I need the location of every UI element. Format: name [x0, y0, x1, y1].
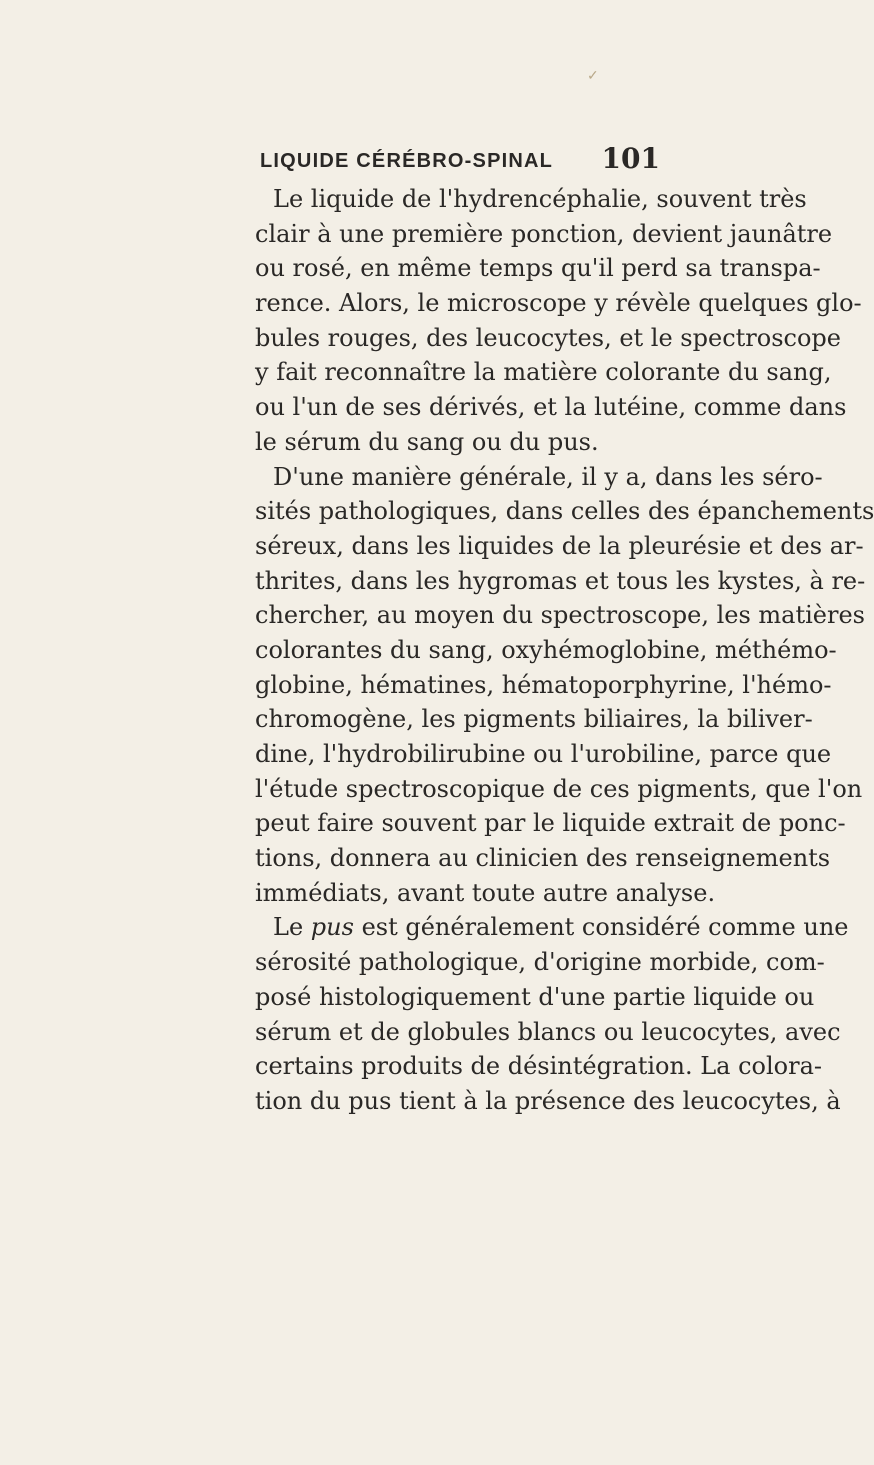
- text-line: sités pathologiques, dans celles des épanchements: [255, 497, 874, 526]
- text-line: sérosité pathologique, d'origine morbide, com-: [255, 948, 825, 977]
- text-line: ou rosé, en même temps qu'il perd sa transpa-: [255, 254, 821, 283]
- body-text: [255, 182, 874, 1119]
- text-line: y fait reconnaître la matière colorante du sang,: [255, 358, 832, 387]
- text-line: clair à une première ponction, devient jaunâtre: [255, 219, 833, 248]
- page-number: 101: [601, 142, 660, 175]
- text-line: immédiats, avant toute autre analyse.: [255, 878, 716, 907]
- text-line: certains produits de désintégration. La colora-: [255, 1052, 822, 1081]
- italic-term: pus: [310, 913, 354, 942]
- text-line: bules rouges, des leucocytes, et le spectroscope: [255, 323, 841, 352]
- text-line: rence. Alors, le microscope y révèle quelques glo-: [255, 289, 862, 318]
- text-line: D'une manière générale, il y a, dans les séro-: [273, 462, 823, 491]
- text-line: globine, hématines, hématoporphyrine, l'hémo-: [255, 670, 832, 699]
- text-line: chromogène, les pigments biliaires, la biliver-: [255, 705, 813, 734]
- text-line: peut faire souvent par le liquide extrait de ponc-: [255, 809, 846, 838]
- text-line: tion du pus tient à la présence des leucocytes, à: [255, 1086, 841, 1115]
- text-line: tions, donnera au clinicien des renseignements: [255, 844, 831, 873]
- text-line: [255, 910, 849, 945]
- page-header: [260, 142, 660, 178]
- text-line: dine, l'hydrobilirubine ou l'urobiline, parce que: [255, 740, 832, 768]
- text-line: séreux, dans les liquides de la pleurésie et des ar-: [255, 531, 864, 560]
- pencil-mark: ✓: [587, 68, 599, 84]
- text-line: chercher, au moyen du spectroscope, les matières: [255, 601, 865, 630]
- line-rest: est généralement considéré comme une: [361, 913, 849, 942]
- line-prefix: Le: [273, 913, 311, 942]
- text-line: le sérum du sang ou du pus.: [255, 427, 599, 456]
- running-title: LIQUIDE CÉRÉBRO-SPINAL: [260, 150, 554, 172]
- text-line: thrites, dans les hygromas et tous les kystes, à re-: [255, 566, 866, 595]
- text-line: posé histologiquement d'une partie liquide ou: [255, 982, 815, 1011]
- text-line: Le liquide de l'hydrencéphalie, souvent très: [273, 185, 807, 213]
- text-line: sérum et de globules blancs ou leucocytes, avec: [255, 1017, 841, 1046]
- text-line: l'étude spectroscopique de ces pigments, que l'on: [255, 774, 863, 803]
- text-line: ou l'un de ses dérivés, et la lutéine, comme dans: [255, 393, 847, 422]
- text-line: colorantes du sang, oxyhémoglobine, méthémo-: [255, 635, 837, 664]
